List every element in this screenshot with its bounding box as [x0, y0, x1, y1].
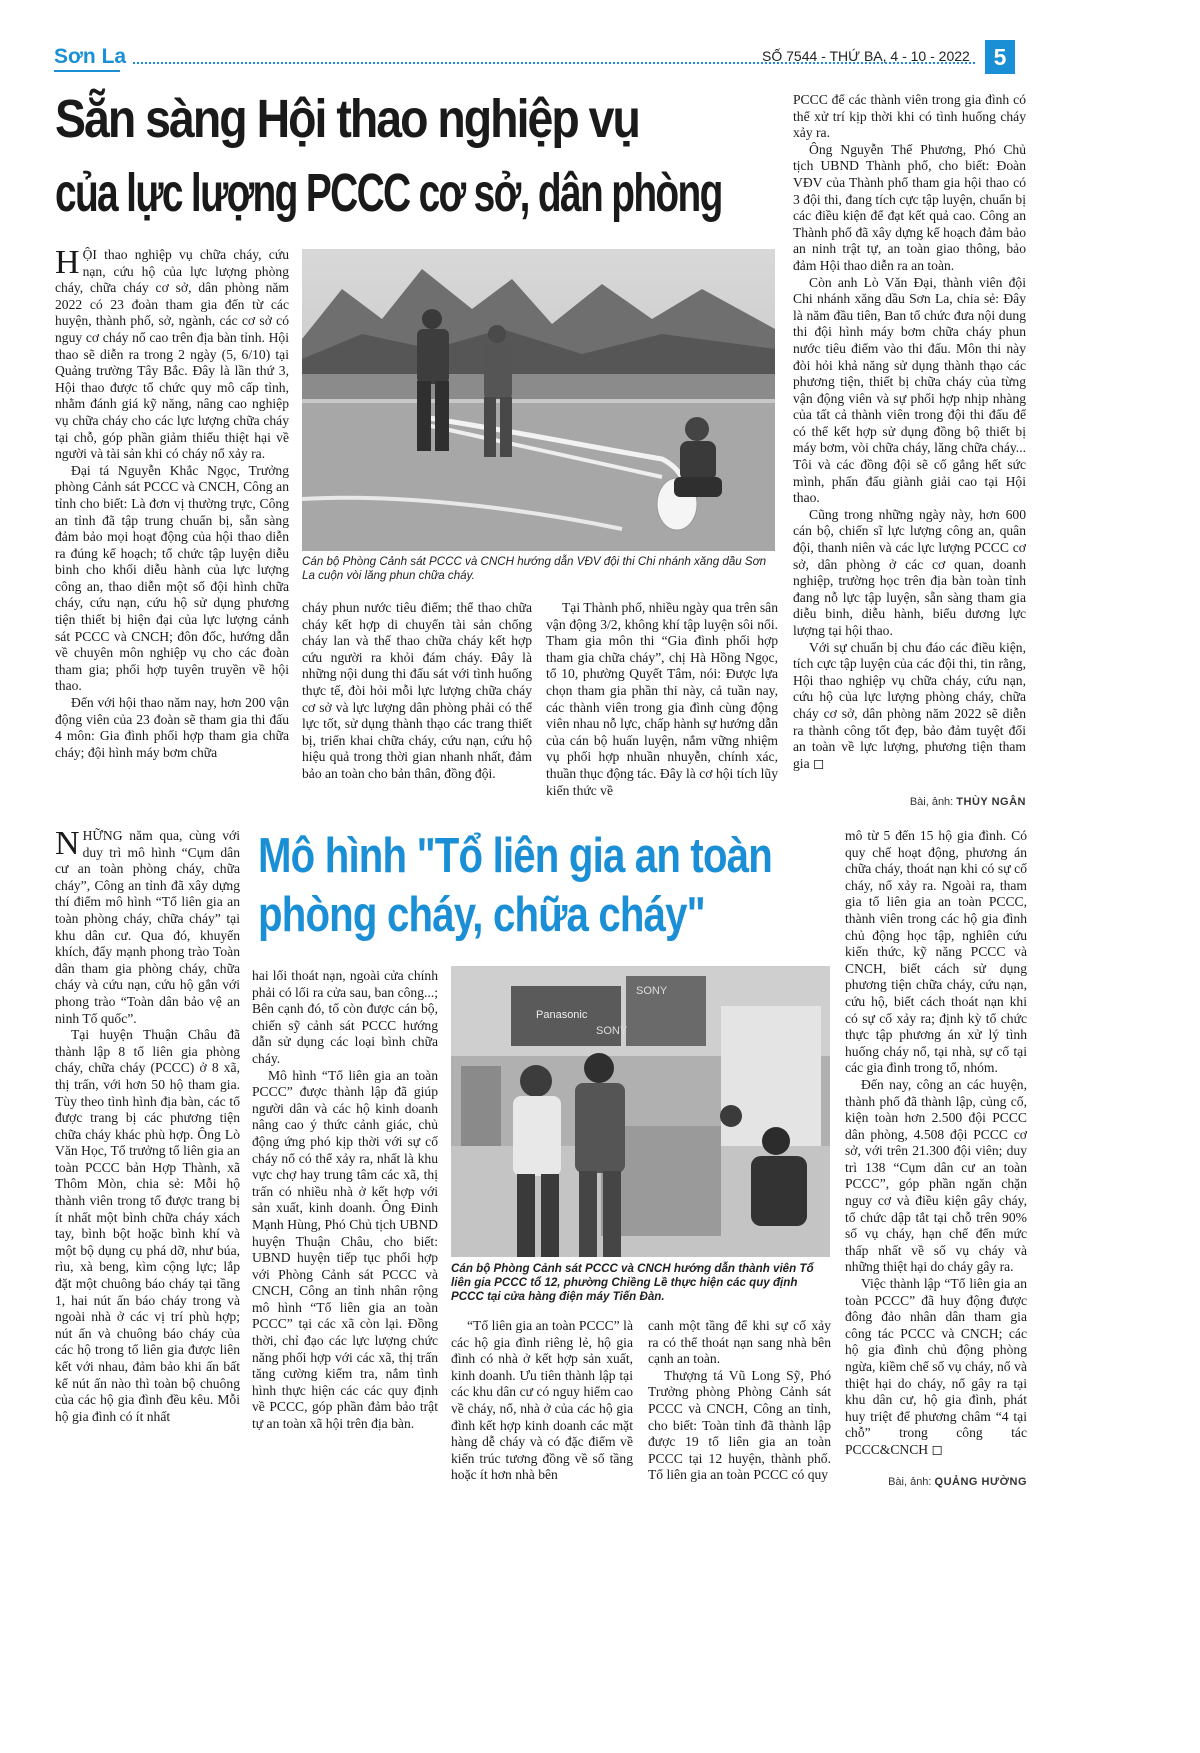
- paragraph: PCCC để các thành viên trong gia đình có thể xử trí kịp thời khi có tình huống cháy xảy ra.: [793, 92, 1026, 141]
- article2-title-line2: phòng cháy, chữa cháy": [258, 888, 705, 942]
- paragraph: “Tổ liên gia an toàn PCCC” là các hộ gia đình riêng lẻ, hộ gia đình có nhà ở kết hợp sản xuất, kinh doanh. Ưu tiên thành lập tại các khu dân cư có nguy hiểm cao về cháy, nổ, nhà ở của các hộ gia đình kết hợp kinh doanh các mặt hàng dễ cháy và có đặc điểm về kiến trúc tương đồng về số tầng hoặc ít hơn nhà bên: [451, 1318, 633, 1483]
- issue-info: SỐ 7544 - THỨ BA, 4 - 10 - 2022: [762, 48, 970, 64]
- paragraph: canh một tầng để khi sự cố xảy ra có thể thoát nạn sang nhà bên cạnh an toàn.: [648, 1318, 831, 1367]
- paragraph: Tại huyện Thuận Châu đã thành lập 8 tổ liên gia phòng cháy, chữa cháy (PCCC) ở 8 xã, thị trấn, với hơn 50 hộ tham gia. Tùy theo tình hình địa bàn, các tổ được trang bị các phương tiện chữa cháy khác phù hợp. Ông Lò Văn Học, Tổ trưởng tổ liên gia an toàn PCCC bản Hợp Thành, xã Thôm Mòn, chia sẻ: Mỗi hộ thành viên trong tổ được trang bị ít nhất một bình chữa cháy xách tay, bình bột hoặc bình khí và một bộ dụng cụ phá dỡ, như búa, rìu, xà beng, kìm cộng lực; lắp đặt một chuông báo cháy tại tầng 1, hai nút ấn báo cháy trong và ngoài nhà ở các vị trí phù hợp; nút ấn và chuông báo cháy của các hộ trong tổ liên gia được liên kết với nhau, đảm bảo khi ấn bất kể nút ấn nào thì toàn bộ chuông của các hộ gia đình đều kêu. Mỗi hộ gia đình có ít nhất: [55, 1027, 240, 1424]
- page-number: 5: [985, 40, 1015, 74]
- byline-prefix: Bài, ảnh:: [888, 1476, 932, 1488]
- section-label: Sơn La: [54, 45, 127, 68]
- paragraph: Thượng tá Vũ Long Sỹ, Phó Trưởng phòng Phòng Cảnh sát PCCC và CNCH, Công an tỉnh, cho biết: Toàn tỉnh đã thành lập được 19 tổ liên gia an toàn PCCC tại 12 huyện, thành phố. Tổ liên gia an toàn PCCC có quy: [648, 1367, 831, 1483]
- article1-byline: [793, 796, 1026, 808]
- article1-column-4: [793, 92, 1026, 772]
- article1-title-line1: Sẵn sàng Hội thao nghiệp vụ: [55, 89, 639, 149]
- paragraph: hai lối thoát nạn, ngoài cửa chính phải có lối ra cửa sau, ban công...; Bên cạnh đó, tổ còn được cán bộ, chiến sỹ cảnh sát PCCC hướng dẫn sử dụng các loại bình chữa cháy.: [252, 968, 438, 1066]
- paragraph: Đến với hội thao năm nay, hơn 200 vận động viên của 23 đoàn sẽ tham gia thi đấu 4 môn: Gia đình phối hợp tham gia chữa cháy; đội hình máy bơm chữa: [55, 695, 289, 760]
- byline-author: QUẢNG HƯỜNG: [934, 1476, 1027, 1488]
- article2-column-1: [55, 825, 240, 1425]
- paragraph: Ông Nguyễn Thế Phương, Phó Chủ tịch UBND Thành phố, cho biết: Đoàn VĐV của Thành phố tham gia hội thao có 3 đội thi, đang tích cực tập luyện, chuẩn bị các điều kiện để đạt kết quả cao. Công an Thành phố đã xây dựng kế hoạch đảm bảo an ninh trật tự, an toàn giao thông, bảo đảm Hội thao diễn ra an toàn.: [793, 141, 1026, 273]
- paragraph: Còn anh Lò Văn Đại, thành viên đội Chi nhánh xăng dầu Sơn La, chia sẻ: Đây là năm đầu tiên, Ban tổ chức đưa nội dung thi đội hình máy bơm chữa cháy phun nước tiêu điểm vào thi đấu. Môn thi này đòi hỏi khả năng sử dụng thành thạo các phương tiện, thiết bị chữa cháy của từng vận động viên và sự phối hợp nhịp nhàng của tất cả thành viên trong đội thi đấu để có thể kết hợp sử dụng đồng bộ thiết bị máy bơm, vòi chữa cháy, lăng chữa cháy... Tôi và các đồng đội sẽ cố gắng hết sức mình, phấn đấu giành giải cao tại Hội thao.: [793, 274, 1026, 506]
- paragraph: Cũng trong những ngày này, hơn 600 cán bộ, chiến sĩ lực lượng công an, quân đội, thanh niên và các lực lượng PCCC cơ sở, dân phòng ở các cơ quan, doanh nghiệp, trường học trên địa bàn toàn tỉnh đang nỗ lực tập luyện, sẵn sàng tham gia diễu binh, diễu hành, biểu dương lực lượng tại hội thao.: [793, 506, 1026, 638]
- article1-column-2: [302, 600, 532, 783]
- dropcap: N: [55, 825, 80, 862]
- paragraph: Việc thành lập “Tổ liên gia an toàn PCCC” đã huy động được đông đảo nhân dân tham gia công tác PCCC và CNCH; các hộ gia đình chủ động phòng ngừa, kiềm chế số vụ cháy, nổ và thiệt hại do cháy, nổ gây ra tại khu dân cư, hộ gia đình, phát huy triệt để phương châm “4 tại chỗ” trong công tác PCCC&CNCH ◻: [845, 1276, 1027, 1457]
- article1-title-line2: của lực lượng PCCC cơ sở, dân phòng: [55, 163, 722, 223]
- paragraph: Đến nay, công an các huyện, thành phố đã thành lập, củng cố, kiện toàn hơn 2.500 đội PCCC dân phòng, 4.508 đội PCCC cơ sở, với trên 21.300 đội viên; duy trì 138 “Cụm dân cư an toàn PCCC”, góp phần ngăn chặn nguy cơ và điều kiện gây cháy, tổ chức dập tắt tại chỗ trên 90% số vụ cháy, hạn chế đến mức thấp nhất về số vụ cháy và những thiệt hại do cháy gây ra.: [845, 1076, 1027, 1275]
- article2-column-4: [648, 1318, 831, 1484]
- article1-photo-caption: Cán bộ Phòng Cảnh sát PCCC và CNCH hướng dẫn VĐV đội thi Chi nhánh xăng dầu Sơn La cuộn vòi lăng phun chữa cháy.: [302, 555, 767, 582]
- byline-prefix: Bài, ảnh:: [909, 796, 954, 808]
- article2-column-2: [252, 968, 438, 1433]
- paragraph: cháy phun nước tiêu điểm; thể thao chữa cháy kết hợp di chuyển tài sản chống cháy lan và thể thao chữa cháy kết hợp cứu người ra khỏi đám cháy. Đây là những nội dung thi đấu sát với tình huống thực tế, đòi hỏi mỗi lực lượng chữa cháy cơ sở và lực lượng dân phòng phải có thể lực tốt, sử dụng thành thạo các trang thiết bị, triển khai chữa cháy, cứu nạn, cứu hộ hiệu quả trong thời gian nhanh nhất, đảm bảo an toàn cho bản thân, đồng đội.: [302, 600, 532, 781]
- paragraph: Với sự chuẩn bị chu đáo các điều kiện, tích cực tập luyện của các đội thi, tin rằng, Hội thao nghiệp vụ chữa cháy, cứu nạn, cứu hộ của lực lượng phòng cháy, chữa cháy cơ sở, dân phòng năm 2022 sẽ diễn ra thành công tốt đẹp, bảo đảm tuyệt đối an toàn về lực lượng, phương tiện tham gia ◻: [793, 639, 1026, 771]
- paragraph: Đại tá Nguyễn Khắc Ngọc, Trưởng phòng Cảnh sát PCCC và CNCH, Công an tỉnh cho biết: Là đơn vị thường trực, Công an tỉnh đã tập trung chuẩn bị, sẵn sàng đảm bảo mọi hoạt động của hội thao diễn ra đúng kế hoạch; tổ chức tập luyện diễu binh cho khối diễu hành của lực lượng công an, thao diễn một số đội hình chữa cháy, cứu nạn, cứu hộ sử dụng phương tiện thiết bị hiện đại của lực lượng cảnh sát PCCC và CNCH; đôn đốc, hướng dẫn về chuyên môn nghiệp vụ cho các đoàn tham gia; phối hợp tuyên truyền về hội thao.: [55, 462, 289, 694]
- paragraph: Tại Thành phố, nhiều ngày qua trên sân vận động 3/2, không khí tập luyện sôi nổi. Tham gia môn thi “Gia đình phối hợp tham gia chữa cháy”, chị Hà Hồng Ngọc, tổ 10, phường Quyết Tâm, nói: Được lựa chọn tham gia phần thi này, cả tuần nay, các thành viên trong gia đình cùng động viên nhau nỗ lực, chấp hành sự hướng dẫn của cán bộ huấn luyện, nắm vững nhiệm vụ phối hợp nhuần nhuyễn, chính xác, thuần thục động tác. Đây là cơ hội tích lũy kiến thức về: [546, 600, 778, 798]
- article2-byline: [845, 1476, 1027, 1488]
- section-underline: [54, 70, 120, 72]
- store-inspection-image: [451, 966, 830, 1257]
- sign-sony-2: SONY: [636, 985, 668, 997]
- article2-photo-caption: Cán bộ Phòng Cảnh sát PCCC và CNCH hướng dẫn thành viên Tổ liên gia PCCC tổ 12, phường Chiềng Lề thực hiện các quy định PCCC tại cửa hàng điện máy Tiến Đàn.: [451, 1262, 814, 1303]
- paragraph: HỮNG năm qua, cùng với duy trì mô hình “Cụm dân cư an toàn phòng cháy, chữa cháy”, Công an tỉnh đã xây dựng thí điểm mô hình “Tổ liên gia an toàn phòng cháy, chữa cháy” tại khu dân cư. Qua đó, khuyến khích, đẩy mạnh phong trào Toàn dân tham gia phòng cháy, chữa cháy và cứu nạn, cứu hộ gắn với phong trào “Toàn dân bảo vệ an ninh Tổ quốc”.: [55, 828, 240, 1026]
- dropcap: H: [55, 244, 80, 281]
- paragraph: mô từ 5 đến 15 hộ gia đình. Có quy chế hoạt động, phương án chữa cháy, thoát nạn khi có sự cố cháy, nổ xảy ra. Ngoài ra, tham gia tổ liên gia an toàn PCCC, thành viên trong các hộ gia đình chủ động học tập, nghiên cứu kiến thức, kỹ năng PCCC và CNCH, biết cách sử dụng phương tiện chữa cháy, cứu nạn, cứu hộ, biết cách thoát nạn khi có sự cố xảy ra; định kỳ tổ chức thực tập phương án xử lý tình huống cháy nổ, tại nhà, sự cố tại các gia đình trong tổ, nhóm.: [845, 828, 1027, 1076]
- article2-column-5: [845, 828, 1027, 1459]
- article1-column-1: [55, 244, 289, 761]
- article1-photo: [302, 249, 775, 551]
- firefighters-training-image: [302, 249, 775, 551]
- article2-column-3: [451, 1318, 633, 1484]
- paragraph: ỘI thao nghiệp vụ chữa cháy, cứu nạn, cứu hộ của lực lượng phòng cháy, chữa cháy cơ sở, dân phòng năm 2022 có 23 đoàn tham gia đến từ các huyện, thành phố, sở, ngành, các cơ sở có nguy cơ cháy nổ cao trên địa bàn tỉnh. Hội thao sẽ diễn ra trong 2 ngày (5, 6/10) tại Quảng trường Tây Bắc. Đây là lần thứ 3, Hội thao được tổ chức quy mô cấp tỉnh, nhằm đánh giá kỹ năng, nâng cao nghiệp vụ chữa cháy cho các lực lượng chữa cháy tại chỗ, góp phần giảm thiểu thiệt hại về người và tài sản khi có cháy nổ xảy ra.: [55, 247, 289, 462]
- article1-column-3: [546, 600, 778, 799]
- sign-panasonic: Panasonic: [536, 1009, 588, 1021]
- sign-sony-1: SONY: [596, 1025, 628, 1037]
- paragraph: Mô hình “Tổ liên gia an toàn PCCC” được thành lập đã giúp người dân và các hộ kinh doanh nâng cao ý thức cảnh giác, chủ động ứng phó kịp thời với sự cố cháy nổ có thể xảy ra, nhất là khu vực chợ hay trung tâm các xã, thị trấn có nhiều nhà ở kết hợp với sản xuất, kinh doanh. Ông Đinh Mạnh Hùng, Phó Chủ tịch UBND huyện Thuận Châu, cho biết: UBND huyện tiếp tục phối hợp với Phòng Cảnh sát PCCC và CNCH, Công an tỉnh nhân rộng mô hình “Tổ liên gia an toàn PCCC” tại các xã còn lại. Đồng thời, chỉ đạo các lực lượng chức năng phối hợp với các xã, thị trấn tăng cường kiểm tra, nắm tình hình thực hiện các các quy định về PCCC, góp phần đảm bảo trật tự an toàn xã hội trên địa bàn.: [252, 1067, 438, 1432]
- byline-author: THÙY NGÂN: [956, 796, 1026, 808]
- article2-photo: [451, 966, 830, 1257]
- article2-title-line1: Mô hình "Tổ liên gia an toàn: [258, 829, 772, 883]
